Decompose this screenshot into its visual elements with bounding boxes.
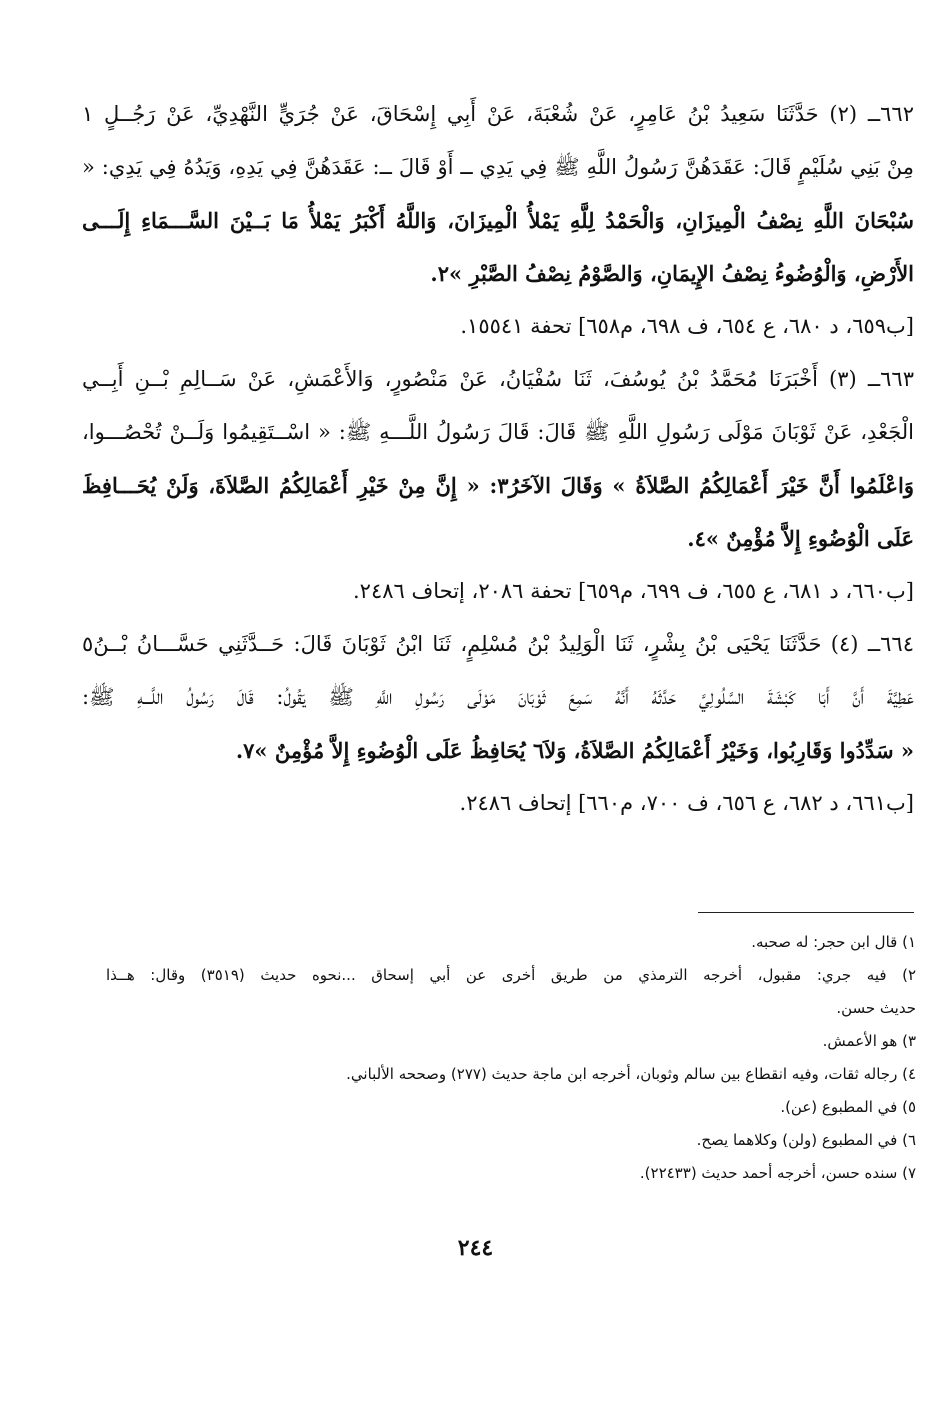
hadith-663-reference: [ب٦٦٠، د ٦٨١، ع ٦٥٥، ف ٦٩٩، م٦٥٩] تحفة ٢٠٨٦، إتحاف ٢٤٨٦. <box>352 579 914 603</box>
footnote-2-line-2: حديث حسن. <box>836 999 916 1017</box>
hadith-664-reference: [ب٦٦١، د ٦٨٢، ع ٦٥٦، ف ٧٠٠، م٦٦٠] إتحاف ٢٤٨٦. <box>459 791 914 815</box>
hadith-664-line-1: ٦٦٤ــ (٤) حَدَّثَنَا يَحْيَى بْنُ بِشْرٍ، ثَنَا الْوَلِيدُ بْنُ مُسْلِمٍ، ثَنَا ابْنُ ثَوْبَانَ قَالَ: حَــدَّثَنِي حَسَّـــانُ بْــنُ٥ <box>82 632 914 656</box>
hadith-662-line-1: ٦٦٢ــ (٢) حَدَّثَنَا سَعِيدُ بْنُ عَامِرٍ، عَنْ شُعْبَةَ، عَنْ أَبِي إِسْحَاقَ، عَنْ جُرَيٍّ النَّهْدِيِّ، عَنْ رَجُــلٍ ١ <box>82 102 914 126</box>
footnote-7: ٧) سنده حسن، أخرجه أحمد حديث (٢٢٤٣٣). <box>639 1164 916 1182</box>
footnote-1: ١) قال ابن حجر: له صحبه. <box>751 933 916 951</box>
footnotes <box>106 926 916 1190</box>
footnote-6: ٦) في المطبوع (ولن) وكلاهما يصح. <box>696 1131 916 1149</box>
hadith-664-line-3: « سَدِّدُوا وَقَارِبُوا، وَخَيْرُ أَعْمَالِكُمُ الصَّلاَةُ، وَلاَ٦ يُحَافِظُ عَلَى الْوُضُوءِ إِلاَّ مُؤْمِنٌ »٧. <box>235 738 914 763</box>
main-text <box>82 88 914 830</box>
hadith-663-line-4: عَلَى الْوُضُوءِ إِلاَّ مُؤْمِنٌ »٤. <box>687 526 914 551</box>
footnote-4: ٤) رجاله ثقات، وفيه انقطاع بين سالم وثوبان، أخرجه ابن ماجة حديث (٢٧٧) وصححه الألباني. <box>346 1065 916 1083</box>
hadith-662-line-2: مِنْ بَنِي سُلَيْمٍ قَالَ: عَقَدَهُنَّ رَسُولُ اللَّهِ ﷺ فِي يَدِي ــ أَوْ قَالَ ــ: عَقَدَهُنَّ فِي يَدِهِ، وَيَدُهُ فِي يَدِي: « <box>82 155 914 179</box>
hadith-663-line-1: ٦٦٣ــ (٣) أَخْبَرَنَا مُحَمَّدُ بْنُ يُوسُفَ، ثَنَا سُفْيَانُ، عَنْ مَنْصُورٍ، وَالأَعْمَشِ، عَنْ سَــالِمِ بْــنِ أَبِــي <box>82 367 914 391</box>
hadith-662-line-4: الأَرْضِ، وَالْوُضُوءُ نِصْفُ الإِيمَانِ، وَالصَّوْمُ نِصْفُ الصَّبْرِ »٢. <box>430 261 914 286</box>
hadith-663-line-3: وَاعْلَمُوا أَنَّ خَيْرَ أَعْمَالِكُمُ الصَّلاَةُ » وَقَالَ الآخَرُ٣: « إِنَّ مِنْ خَيْرِ أَعْمَالِكُمُ الصَّلاَةَ، وَلَنْ يُحَـــافِظَ <box>82 473 914 498</box>
page-number: ٢٤٤ <box>457 1235 494 1261</box>
footnote-divider <box>698 912 914 913</box>
footnote-3: ٣) هو الأعمش. <box>822 1032 916 1050</box>
hadith-662-line-3: سُبْحَانَ اللَّهِ نِصْفُ الْمِيزَانِ، وَالْحَمْدُ لِلَّهِ يَمْلأُ الْمِيزَانَ، وَاللَّهُ أَكْبَرُ يَمْلأُ مَا بَــيْنَ السَّـــمَاءِ إِلَـــى <box>82 208 914 233</box>
hadith-662-reference: [ب٦٥٩، د ٦٨٠، ع ٦٥٤، ف ٦٩٨، م٦٥٨] تحفة ١٥٥٤١. <box>460 314 914 338</box>
hadith-664-line-2: عَطِيَّةَ أَنَّ أَبَا كَبْشَةَ السَّلُولِيَّ حَدَّثَهُ أَنَّهُ سَمِعَ ثَوْبَانَ مَوْلَى رَسُولِ اللَّهِ ﷺ يَقُولُ: قَالَ رَسُولُ اللَّـــهِ ﷺ: <box>82 685 914 709</box>
hadith-663-line-2: الْجَعْدِ، عَنْ ثَوْبَانَ مَوْلَى رَسُولِ اللَّهِ ﷺ قَالَ: قَالَ رَسُولُ اللَّـــهِ ﷺ: « اسْــتَقِيمُوا وَلَــنْ تُحْصُـــوا، <box>82 420 914 444</box>
footnote-2-line-1: ٢) فيه جري: مقبول، أخرجه الترمذي من طريق أخرى عن أبي إسحاق ...نحوه حديث (٣٥١٩) وقال: هــذا <box>106 966 916 984</box>
footnote-5: ٥) في المطبوع (عن). <box>780 1098 916 1116</box>
